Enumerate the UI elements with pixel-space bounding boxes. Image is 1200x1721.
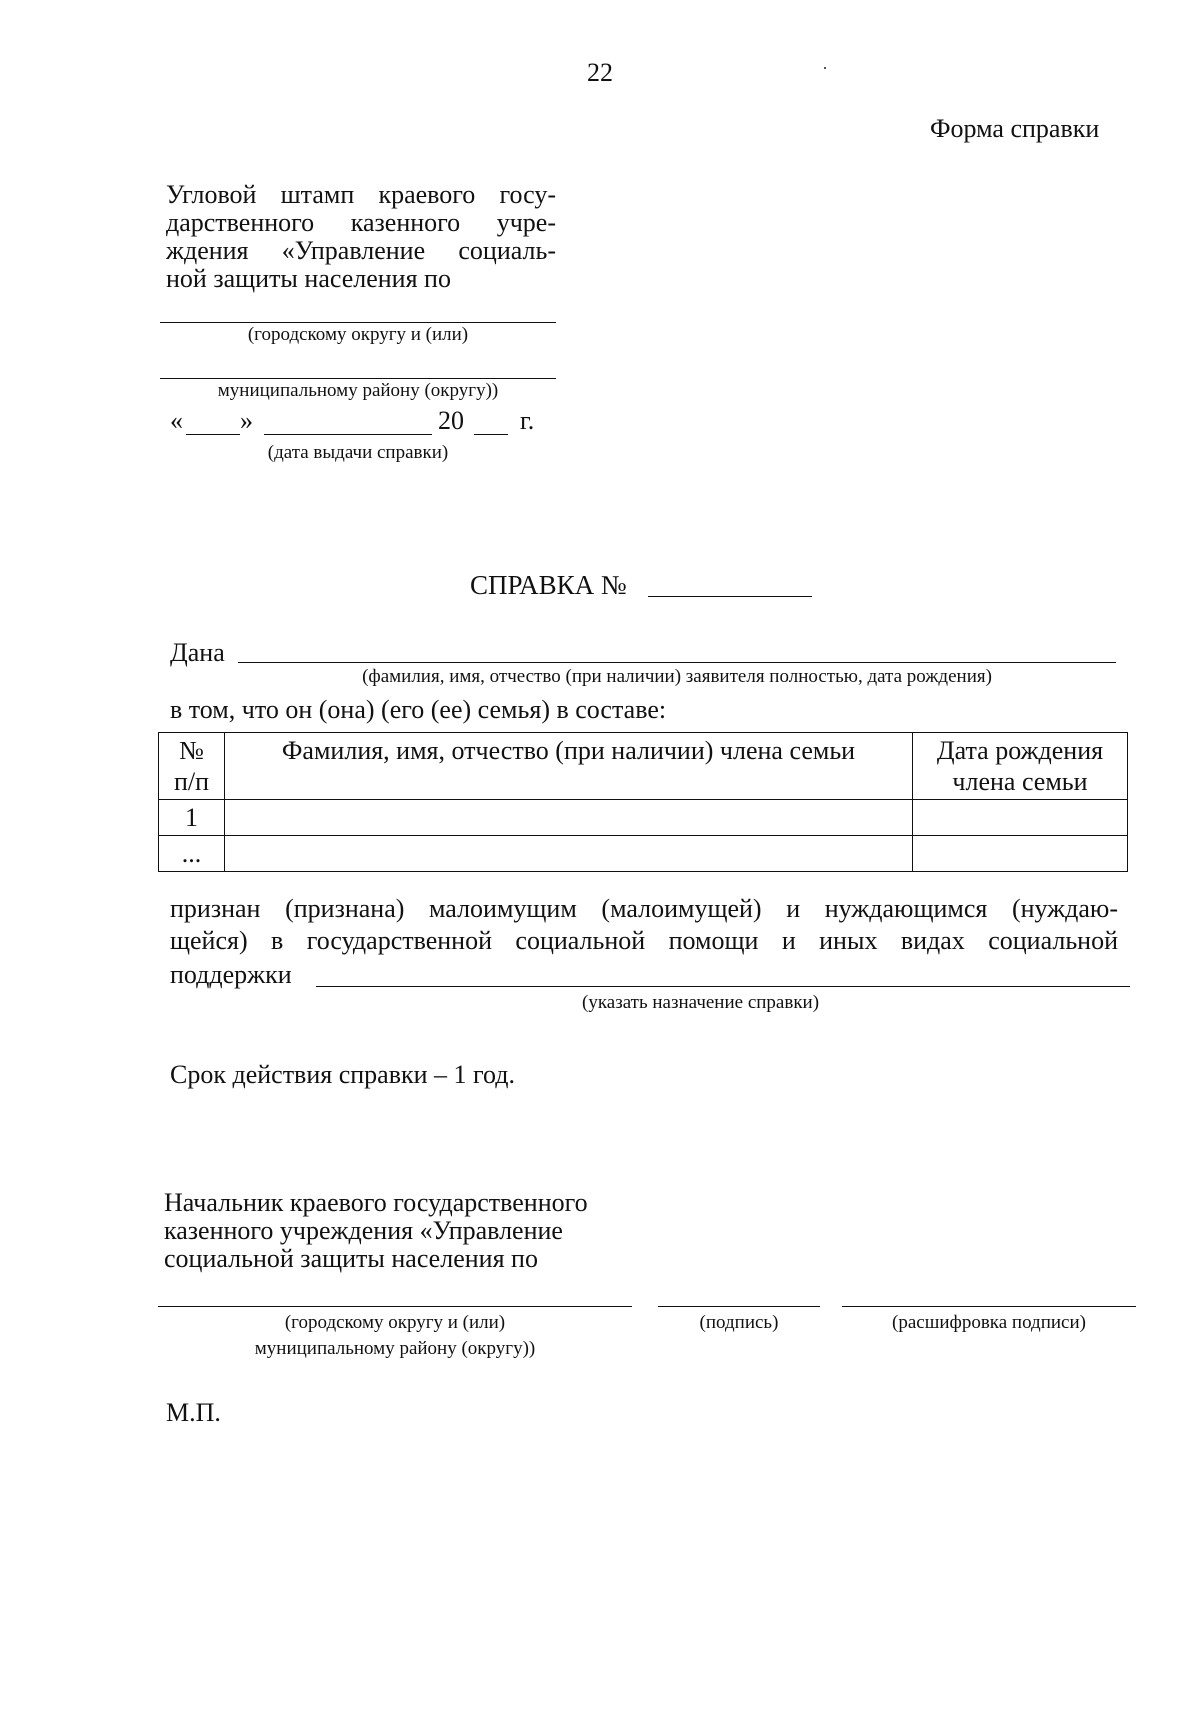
stamp-line-1: Угловой штамп краевого госу-	[166, 180, 556, 209]
purpose-line	[316, 986, 1130, 987]
signature-sign-caption: (подпись)	[699, 1312, 779, 1333]
date-day-line	[186, 434, 240, 435]
head-line-1: Начальник краевого государственного	[164, 1188, 588, 1217]
scan-dot	[824, 67, 826, 69]
given-caption: (фамилия, имя, отчество (при наличии) заявителя полностью, дата рождения)	[362, 666, 992, 687]
signature-decode-caption: (расшифровка подписи)	[892, 1312, 1086, 1333]
signature-sign-line	[658, 1306, 820, 1307]
given-label: Дана	[170, 638, 225, 667]
header-number-line-1: №	[179, 736, 204, 765]
table-header-row	[159, 733, 1128, 800]
stamp-district-line	[160, 322, 556, 323]
row-birth-date	[913, 836, 1128, 872]
header-number-line-2: п/п	[173, 767, 210, 796]
stamp-line-4: ной защиты населения по	[166, 264, 451, 293]
header-birth-date-line-2: члена семьи	[952, 767, 1088, 796]
validity-text: Срок действия справки – 1 год.	[170, 1060, 516, 1089]
page-number: 22	[587, 58, 613, 87]
date-caption: (дата выдачи справки)	[267, 442, 449, 463]
stamp-municipal-line	[160, 378, 556, 379]
head-line-2: казенного учреждения «Управление	[164, 1216, 563, 1245]
family-intro: в том, что он (она) (его (ее) семья) в составе:	[170, 695, 667, 724]
certificate-title: СПРАВКА №	[470, 570, 627, 600]
stamp-municipal-caption: муниципальному району (округу))	[217, 380, 499, 401]
table-row	[159, 800, 1128, 836]
certificate-number-line	[648, 596, 812, 597]
row-name	[225, 836, 913, 872]
table-row	[159, 836, 1128, 872]
date-month-line	[264, 434, 432, 435]
signature-district-caption-2: муниципальному району (округу))	[254, 1338, 536, 1359]
signature-district-line	[158, 1306, 632, 1307]
header-name: Фамилия, имя, отчество (при наличии) члена семьи	[225, 733, 913, 800]
row-number: 1	[159, 800, 225, 836]
family-members-table	[158, 732, 1128, 872]
seal-place: М.П.	[166, 1398, 221, 1427]
header-number	[159, 733, 225, 800]
row-birth-date	[913, 800, 1128, 836]
date-year-line	[474, 434, 508, 435]
given-name-line	[238, 662, 1116, 663]
stamp-district-caption: (городскому округу и (или)	[247, 324, 469, 345]
date-year-suffix: г.	[520, 406, 535, 435]
stamp-line-3: ждения «Управление социаль-	[166, 236, 556, 265]
row-number: ...	[159, 836, 225, 872]
header-birth-date	[913, 733, 1128, 800]
form-label: Форма справки	[930, 114, 1100, 143]
date-close-quote: »	[240, 406, 253, 435]
signature-district-caption-1: (городскому округу и (или)	[284, 1312, 506, 1333]
purpose-caption: (указать назначение справки)	[582, 992, 820, 1013]
date-open-quote: «	[170, 406, 183, 435]
header-birth-date-line-1: Дата рождения	[936, 736, 1104, 765]
signature-decode-line	[842, 1306, 1136, 1307]
recognized-line-1: признан (признана) малоимущим (малоимущей) и нуждающимся (нуждаю-	[170, 894, 1118, 923]
stamp-line-2: дарственного казенного учре-	[166, 208, 556, 237]
head-line-3: социальной защиты населения по	[164, 1244, 538, 1273]
row-name	[225, 800, 913, 836]
date-year-prefix: 20	[438, 406, 464, 435]
recognized-line-3: поддержки	[170, 960, 292, 989]
recognized-line-2: щейся) в государственной социальной помощи и иных видах социальной	[170, 926, 1118, 955]
